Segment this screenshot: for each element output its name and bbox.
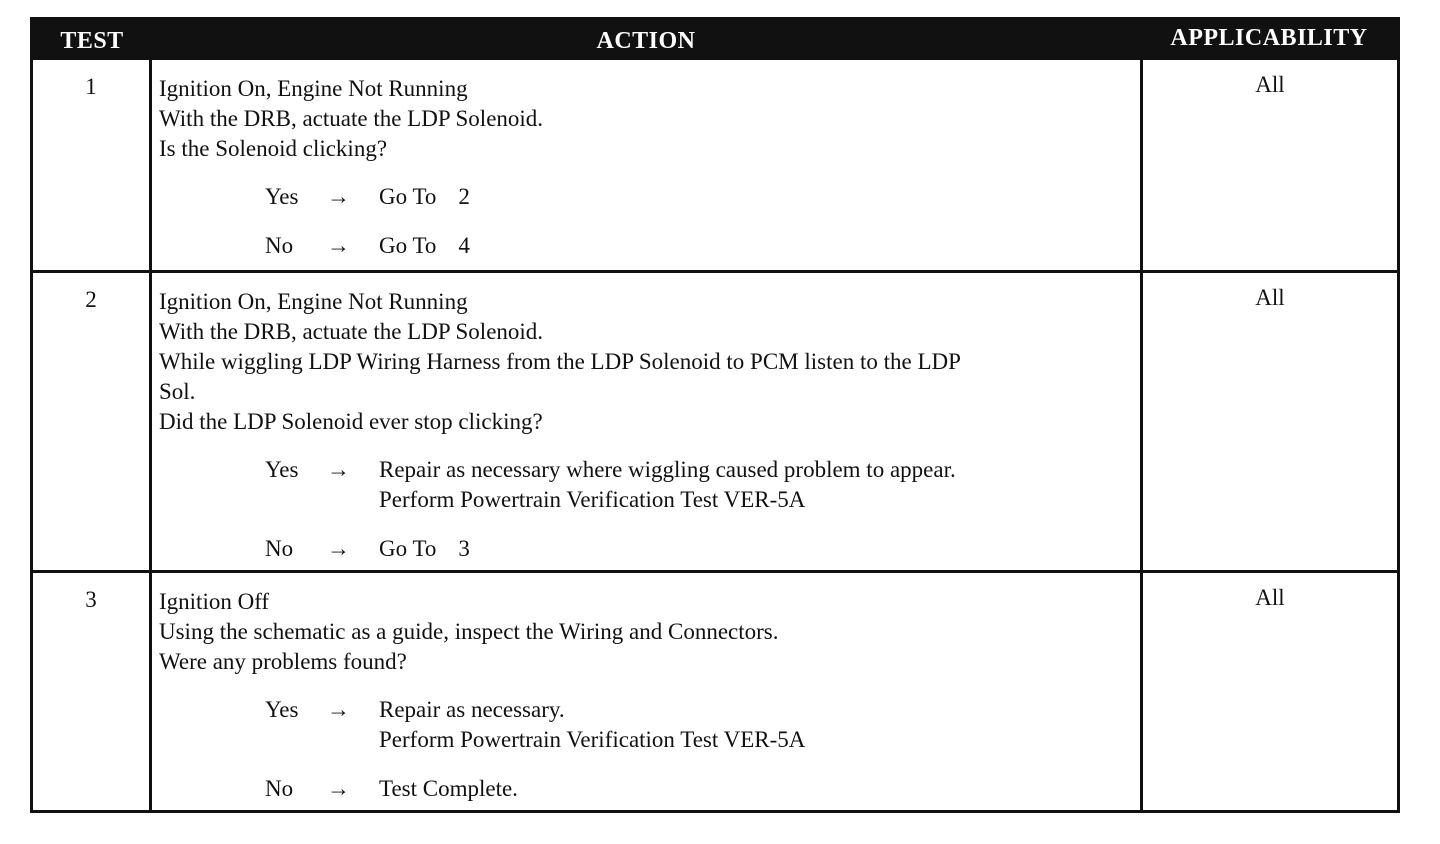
action-line: Did the LDP Solenoid ever stop clicking?: [159, 409, 543, 434]
action-cell: [159, 287, 1139, 564]
goto-text: Go To: [379, 184, 437, 209]
answer-label: No: [265, 776, 294, 801]
answer-no: [265, 231, 1139, 261]
action-line: With the DRB, actuate the LDP Solenoid.: [159, 106, 544, 131]
answer-label: No: [265, 233, 294, 258]
header-test: TEST: [60, 28, 124, 54]
goto-number: 2: [458, 184, 470, 209]
arrow-icon: →: [327, 184, 350, 209]
action-line: Ignition On, Engine Not Running: [159, 289, 468, 314]
answer-label: Yes: [265, 184, 299, 209]
goto-text: Go To: [379, 233, 437, 258]
test-number: 2: [85, 287, 97, 312]
answer-label: Yes: [265, 697, 299, 722]
header-applicability: APPLICABILITY: [1170, 25, 1368, 51]
table-row: [33, 60, 1397, 270]
table-row: [33, 270, 1397, 570]
action-line: Ignition Off: [159, 589, 270, 614]
answer-text: Perform Powertrain Verification Test VER-5A: [379, 727, 806, 752]
arrow-icon: →: [327, 697, 350, 722]
header-action: ACTION: [596, 28, 696, 54]
applicability-cell: All: [1255, 585, 1285, 610]
action-cell: [159, 587, 1139, 804]
answer-label: No: [265, 536, 294, 561]
arrow-icon: →: [327, 457, 350, 482]
arrow-icon: →: [327, 233, 350, 258]
arrow-icon: →: [327, 536, 350, 561]
goto-text: Go To: [379, 536, 437, 561]
answer-text: Repair as necessary where wiggling caused problem to appear.: [379, 457, 956, 482]
action-line: Sol.: [159, 379, 196, 404]
answer-text: Test Complete.: [379, 776, 518, 801]
answer-no: [265, 534, 1139, 564]
action-line: Were any problems found?: [159, 649, 407, 674]
goto-number: 3: [458, 536, 470, 561]
action-line: Ignition On, Engine Not Running: [159, 76, 468, 101]
answer-no: [265, 774, 1139, 804]
answer-yes: [265, 182, 1139, 212]
answers: [265, 182, 1139, 261]
table-header: [33, 20, 1397, 60]
action-cell: [159, 74, 1139, 261]
answers: [265, 455, 1139, 564]
answer-text: Perform Powertrain Verification Test VER-5A: [379, 487, 806, 512]
test-number: 3: [85, 587, 97, 612]
table-row: [33, 570, 1397, 810]
test-number: 1: [85, 74, 97, 99]
applicability-cell: All: [1255, 285, 1285, 310]
answer-text: Repair as necessary.: [379, 697, 565, 722]
arrow-icon: →: [327, 776, 350, 801]
action-line: Is the Solenoid clicking?: [159, 136, 388, 161]
diagnostic-test-table: [30, 17, 1400, 813]
applicability-cell: All: [1255, 72, 1285, 97]
action-line: While wiggling LDP Wiring Harness from the LDP Solenoid to PCM listen to the LDP: [159, 349, 961, 374]
answer-yes: [265, 695, 1139, 755]
goto-number: 4: [458, 233, 470, 258]
action-line: With the DRB, actuate the LDP Solenoid.: [159, 319, 544, 344]
action-line: Using the schematic as a guide, inspect the Wiring and Connectors.: [159, 619, 779, 644]
answer-yes: [265, 455, 1139, 515]
answers: [265, 695, 1139, 804]
answer-label: Yes: [265, 457, 299, 482]
